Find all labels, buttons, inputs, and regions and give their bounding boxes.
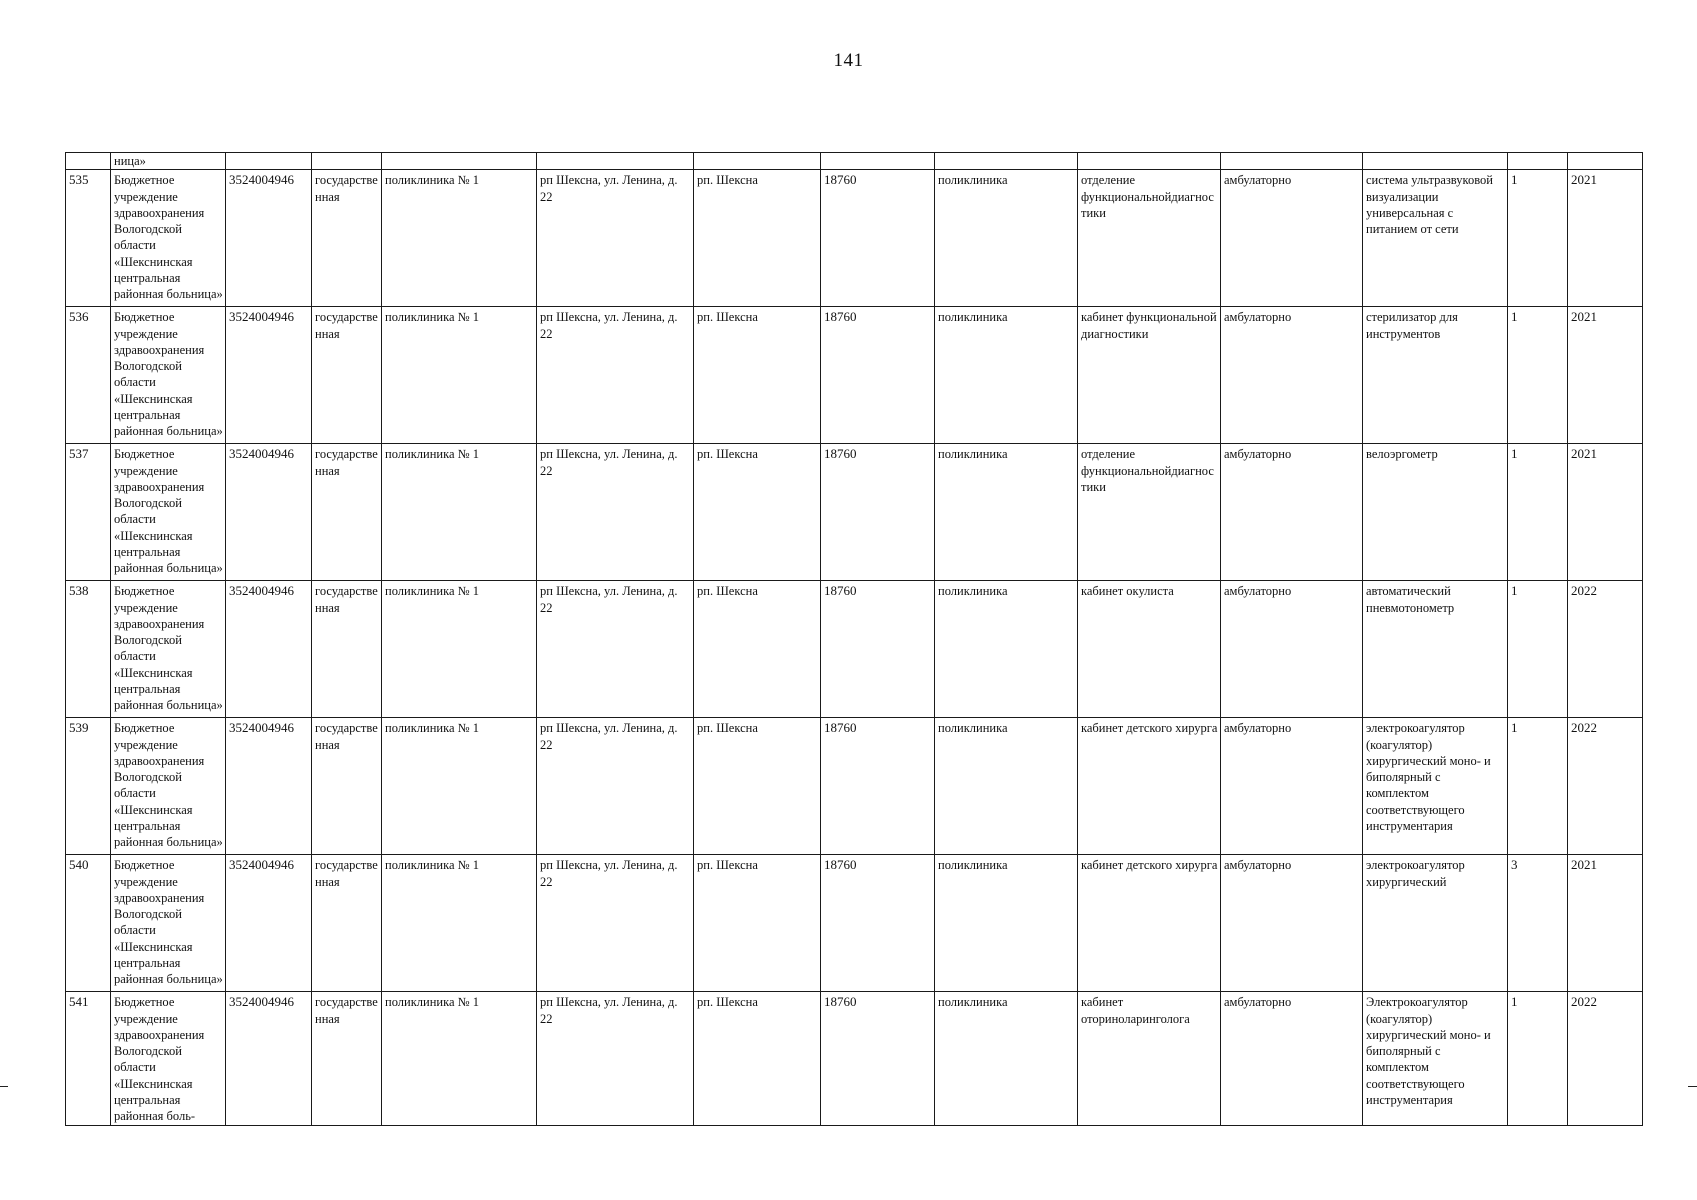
cell-equipment: электрокоагулятор (коагулятор) хирургический моно- и биполярный с комплектом соответствующего инструментария: [1363, 718, 1508, 855]
cell-inn: [226, 153, 312, 170]
right-edge-mark: [1688, 1086, 1697, 1087]
cell-no: 541: [66, 992, 111, 1125]
cell-org: Бюджетное учреждение здравоохранения Вологодской области «Шекснинская центральная районная больница»: [111, 170, 226, 307]
cell-unit: [382, 153, 537, 170]
cell-facility-type: [935, 153, 1078, 170]
cell-address: рп Шексна, ул. Ленина, д. 22: [537, 307, 694, 444]
table-row: [66, 444, 1643, 581]
cell-no: 540: [66, 855, 111, 992]
cell-settlement: рп. Шексна: [694, 992, 821, 1125]
cell-ownership: [312, 153, 382, 170]
table-row: [66, 992, 1643, 1125]
cell-unit: поликлиника № 1: [382, 581, 537, 718]
cell-settlement: рп. Шексна: [694, 718, 821, 855]
cell-qty: 1: [1508, 581, 1568, 718]
cell-org: Бюджетное учреждение здравоохранения Вологодской области «Шекснинская центральная районная больница»: [111, 444, 226, 581]
cell-org: ница»: [111, 153, 226, 170]
cell-no: 535: [66, 170, 111, 307]
cell-inn: 3524004946: [226, 855, 312, 992]
cell-year: 2021: [1568, 855, 1643, 992]
cell-equipment: Электрокоагулятор (коагулятор) хирургический моно- и биполярный с комплектом соответствующего инструментария: [1363, 992, 1508, 1125]
cell-facility-type: поликлиника: [935, 855, 1078, 992]
cell-org: Бюджетное учреждение здравоохранения Вологодской области «Шекснинская центральная районная больница»: [111, 718, 226, 855]
cell-ownership: государственная: [312, 444, 382, 581]
cell-facility-type: поликлиника: [935, 992, 1078, 1125]
continuation-row: [66, 153, 1643, 170]
cell-facility-type: поликлиника: [935, 718, 1078, 855]
cell-no: 539: [66, 718, 111, 855]
cell-settlement: рп. Шексна: [694, 855, 821, 992]
cell-no: [66, 153, 111, 170]
cell-year: 2022: [1568, 992, 1643, 1125]
cell-address: рп Шексна, ул. Ленина, д. 22: [537, 992, 694, 1125]
cell-address: [537, 153, 694, 170]
cell-unit: поликлиника № 1: [382, 444, 537, 581]
cell-department: кабинет функциональной диагностики: [1078, 307, 1221, 444]
cell-care-form: амбулаторно: [1221, 581, 1363, 718]
cell-org: Бюджетное учреждение здравоохранения Вологодской области «Шекснинская центральная районная больница»: [111, 855, 226, 992]
cell-ownership: государственная: [312, 170, 382, 307]
cell-qty: [1508, 153, 1568, 170]
table-body: [66, 153, 1643, 1126]
cell-ownership: государственная: [312, 307, 382, 444]
cell-care-form: амбулаторно: [1221, 170, 1363, 307]
cell-department: кабинет оториноларинголога: [1078, 992, 1221, 1125]
left-edge-mark: [0, 1086, 8, 1087]
cell-address: рп Шексна, ул. Ленина, д. 22: [537, 581, 694, 718]
cell-ownership: государственная: [312, 992, 382, 1125]
cell-equipment: автоматический пневмотонометр: [1363, 581, 1508, 718]
cell-qty: 3: [1508, 855, 1568, 992]
cell-population: 18760: [821, 170, 935, 307]
cell-care-form: [1221, 153, 1363, 170]
cell-ownership: государственная: [312, 581, 382, 718]
cell-ownership: государственная: [312, 718, 382, 855]
cell-equipment: велоэргометр: [1363, 444, 1508, 581]
table-row: [66, 170, 1643, 307]
cell-department: [1078, 153, 1221, 170]
cell-department: отделение функциональнойдиагностики: [1078, 444, 1221, 581]
cell-year: 2022: [1568, 718, 1643, 855]
cell-department: кабинет детского хирурга: [1078, 718, 1221, 855]
cell-facility-type: поликлиника: [935, 307, 1078, 444]
cell-equipment: электрокоагулятор хирургический: [1363, 855, 1508, 992]
cell-population: 18760: [821, 855, 935, 992]
cell-equipment: стерилизатор для инструментов: [1363, 307, 1508, 444]
cell-year: [1568, 153, 1643, 170]
cell-inn: 3524004946: [226, 170, 312, 307]
cell-year: 2021: [1568, 170, 1643, 307]
cell-no: 537: [66, 444, 111, 581]
cell-qty: 1: [1508, 718, 1568, 855]
cell-qty: 1: [1508, 992, 1568, 1125]
cell-settlement: [694, 153, 821, 170]
cell-care-form: амбулаторно: [1221, 307, 1363, 444]
cell-no: 536: [66, 307, 111, 444]
cell-equipment: система ультразвуковой визуализации универсальная с питанием от сети: [1363, 170, 1508, 307]
cell-unit: поликлиника № 1: [382, 307, 537, 444]
cell-inn: 3524004946: [226, 307, 312, 444]
page-number: 141: [833, 50, 864, 71]
cell-population: [821, 153, 935, 170]
cell-settlement: рп. Шексна: [694, 307, 821, 444]
cell-unit: поликлиника № 1: [382, 170, 537, 307]
cell-population: 18760: [821, 718, 935, 855]
cell-department: кабинет детского хирурга: [1078, 855, 1221, 992]
cell-address: рп Шексна, ул. Ленина, д. 22: [537, 855, 694, 992]
cell-facility-type: поликлиника: [935, 170, 1078, 307]
cell-department: отделение функциональнойдиагностики: [1078, 170, 1221, 307]
cell-year: 2021: [1568, 444, 1643, 581]
table-row: [66, 581, 1643, 718]
table-row: [66, 307, 1643, 444]
cell-year: 2021: [1568, 307, 1643, 444]
cell-settlement: рп. Шексна: [694, 581, 821, 718]
cell-care-form: амбулаторно: [1221, 718, 1363, 855]
cell-facility-type: поликлиника: [935, 444, 1078, 581]
cell-inn: 3524004946: [226, 718, 312, 855]
cell-inn: 3524004946: [226, 444, 312, 581]
cell-unit: поликлиника № 1: [382, 855, 537, 992]
cell-care-form: амбулаторно: [1221, 855, 1363, 992]
cell-org: Бюджетное учреждение здравоохранения Вологодской области «Шекснинская центральная районная больница»: [111, 581, 226, 718]
cell-care-form: амбулаторно: [1221, 992, 1363, 1125]
cell-qty: 1: [1508, 444, 1568, 581]
cell-settlement: рп. Шексна: [694, 444, 821, 581]
cell-address: рп Шексна, ул. Ленина, д. 22: [537, 444, 694, 581]
cell-address: рп Шексна, ул. Ленина, д. 22: [537, 718, 694, 855]
cell-ownership: государственная: [312, 855, 382, 992]
cell-population: 18760: [821, 307, 935, 444]
cell-inn: 3524004946: [226, 992, 312, 1125]
table-row: [66, 855, 1643, 992]
cell-year: 2022: [1568, 581, 1643, 718]
cell-unit: поликлиника № 1: [382, 992, 537, 1125]
cell-no: 538: [66, 581, 111, 718]
cell-population: 18760: [821, 581, 935, 718]
cell-department: кабинет окулиста: [1078, 581, 1221, 718]
cell-equipment: [1363, 153, 1508, 170]
table-row: [66, 718, 1643, 855]
cell-facility-type: поликлиника: [935, 581, 1078, 718]
cell-qty: 1: [1508, 170, 1568, 307]
cell-unit: поликлиника № 1: [382, 718, 537, 855]
cell-org: Бюджетное учреждение здравоохранения Вологодской области «Шекснинская центральная районная боль-: [111, 992, 226, 1125]
cell-population: 18760: [821, 992, 935, 1125]
cell-inn: 3524004946: [226, 581, 312, 718]
cell-population: 18760: [821, 444, 935, 581]
cell-qty: 1: [1508, 307, 1568, 444]
cell-care-form: амбулаторно: [1221, 444, 1363, 581]
equipment-register-table: [65, 152, 1643, 1126]
cell-org: Бюджетное учреждение здравоохранения Вологодской области «Шекснинская центральная районная больница»: [111, 307, 226, 444]
cell-address: рп Шексна, ул. Ленина, д. 22: [537, 170, 694, 307]
cell-settlement: рп. Шексна: [694, 170, 821, 307]
